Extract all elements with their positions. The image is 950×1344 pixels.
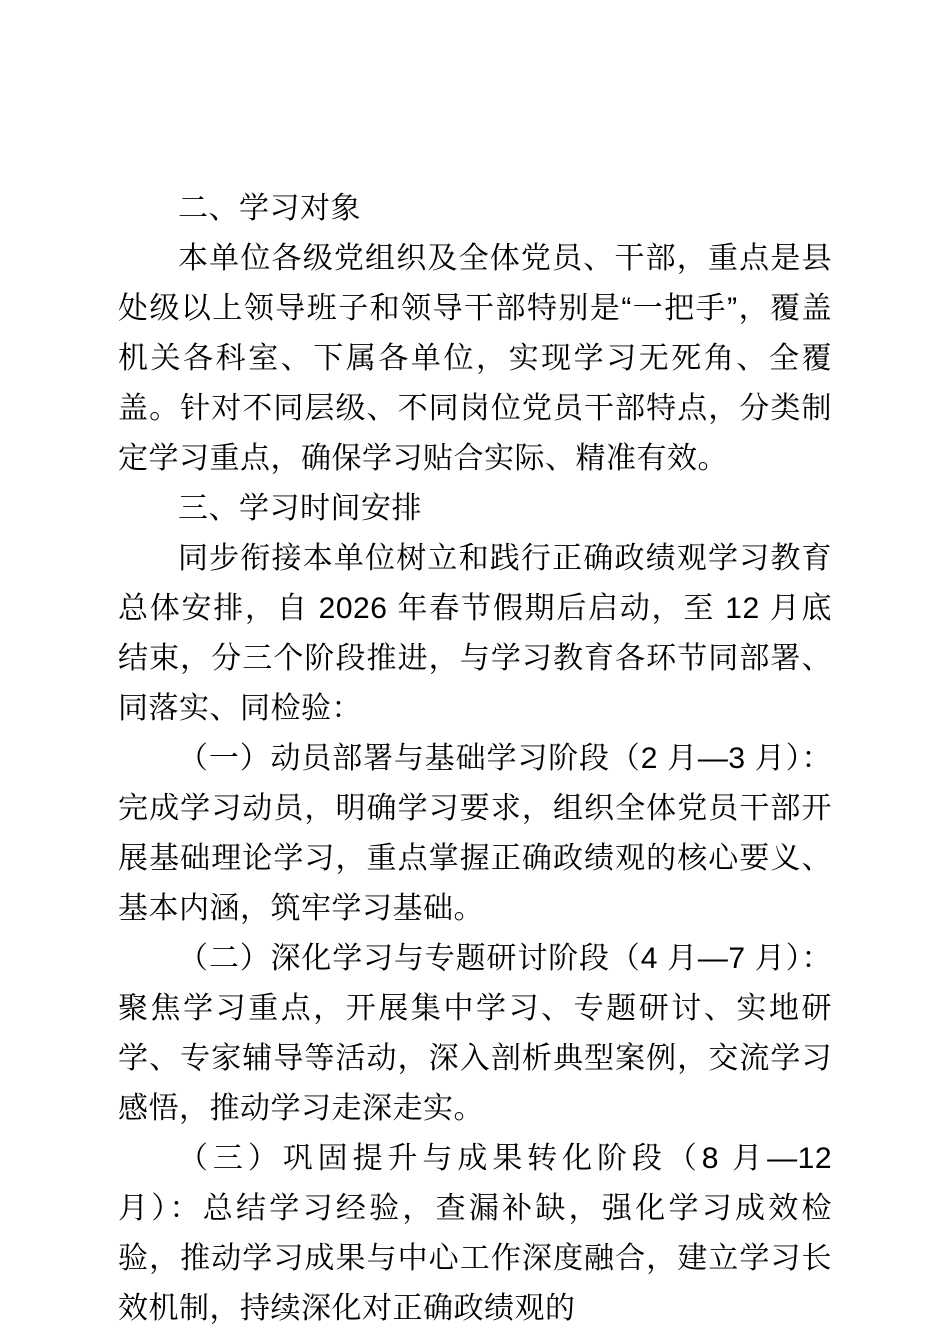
paragraph: 本单位各级党组织及全体党员、干部，重点是县处级以上领导班子和领导干部特别是“一把手”，覆盖机关各科室、下属各单位，实现学习无死角、全覆盖。针对不同层级、不同岗位党员干部特点，分类制定学习重点，确保学习贴合实际、精准有效。 (118, 242, 832, 475)
document-body (118, 184, 832, 1334)
paragraph: （二）深化学习与专题研讨阶段（4 月—7 月）：聚焦学习重点，开展集中学习、专题研讨、实地研学、专家辅导等活动，深入剖析典型案例，交流学习感悟，推动学习走深走实。 (118, 942, 832, 1125)
section-heading: 三、学习时间安排 (178, 492, 422, 525)
paragraph: （三）巩固提升与成果转化阶段（8 月—12 月）：总结学习经验，查漏补缺，强化学习成效检验，推动学习成果与中心工作深度融合，建立学习长效机制，持续深化对正确政绩观的 (118, 1142, 832, 1325)
paragraph: （一）动员部署与基础学习阶段（2 月—3 月）：完成学习动员，明确学习要求，组织全体党员干部开展基础理论学习，重点掌握正确政绩观的核心要义、基本内涵，筑牢学习基础。 (118, 742, 832, 925)
paragraph: 同步衔接本单位树立和践行正确政绩观学习教育总体安排，自 2026 年春节假期后启动，至 12 月底结束，分三个阶段推进，与学习教育各环节同部署、同落实、同检验： (118, 542, 832, 725)
section-heading: 二、学习对象 (178, 192, 361, 225)
